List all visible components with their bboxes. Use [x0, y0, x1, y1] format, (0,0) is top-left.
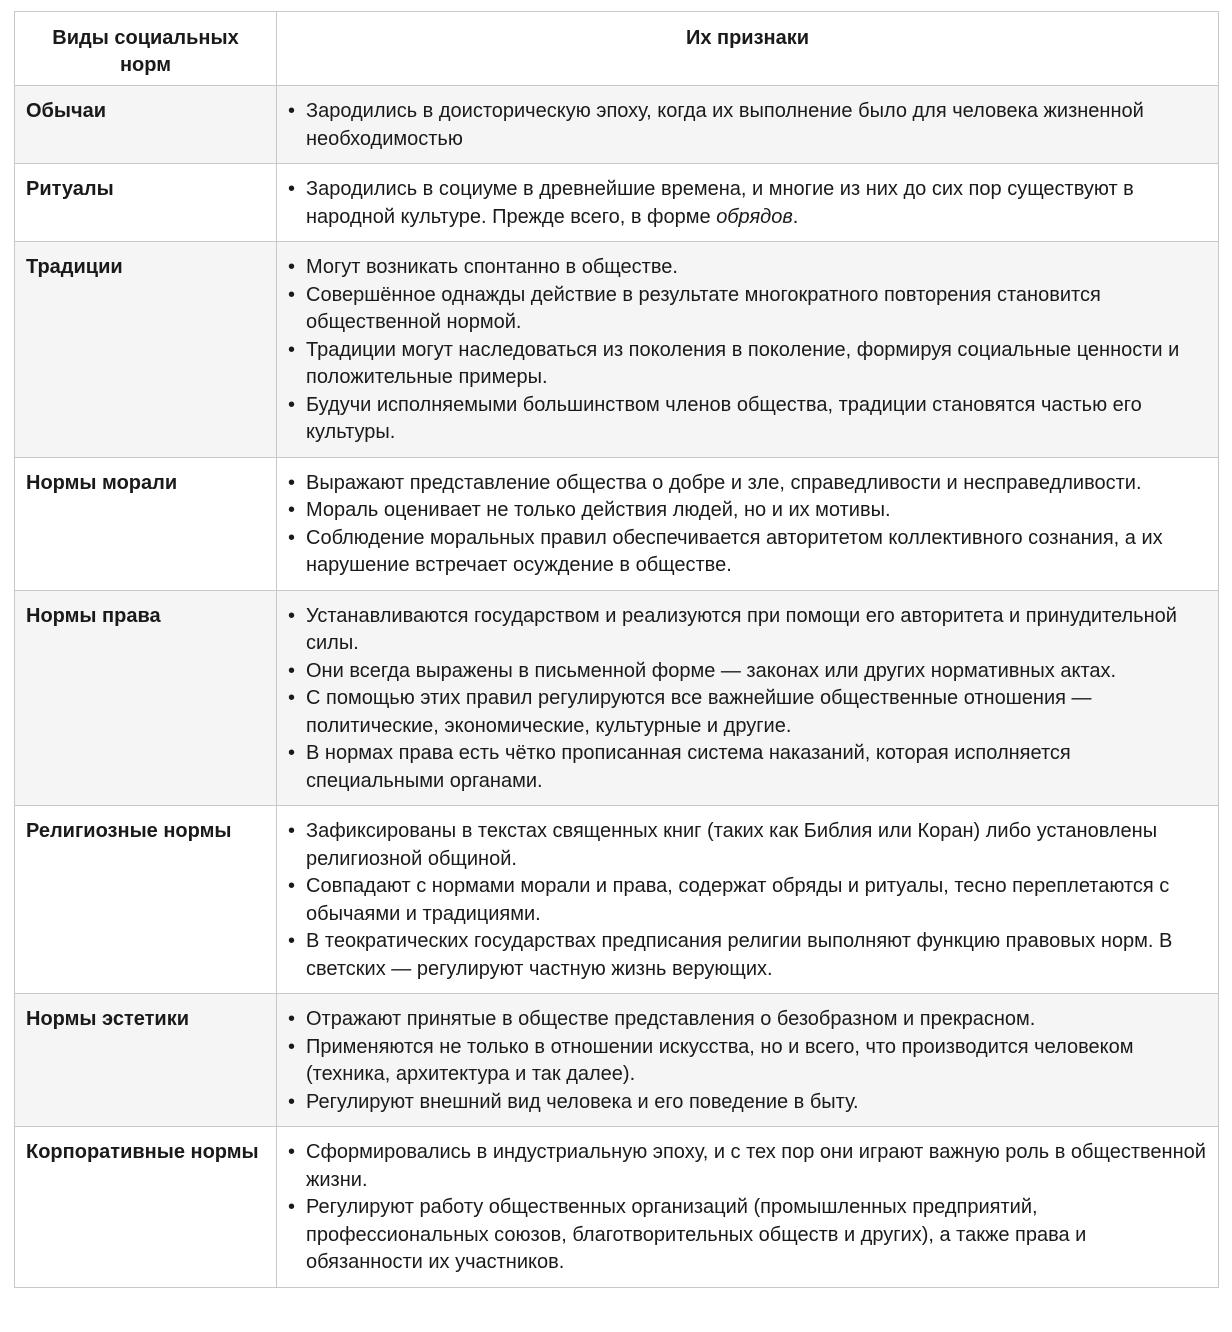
norm-type: Нормы морали — [15, 457, 277, 590]
header-col-type: Виды социальных норм — [15, 12, 277, 86]
feature-item: • Традиции могут наследоваться из поколения в поколение, формируя социальные ценности и положительные примеры. — [287, 337, 1208, 392]
table-header-row — [15, 12, 1219, 86]
norm-features — [277, 994, 1219, 1127]
norm-features — [277, 164, 1219, 242]
table-row-religious — [15, 806, 1219, 994]
feature-list — [287, 1006, 1208, 1116]
feature-item: • В теократических государствах предписания религии выполняют функцию правовых норм. В светских — регулируют частную жизнь верующих. — [287, 928, 1208, 983]
social-norms-table — [14, 11, 1219, 1288]
norm-type: Традиции — [15, 242, 277, 458]
feature-list — [287, 470, 1208, 580]
feature-item: • Соблюдение моральных правил обеспечивается авторитетом коллективного сознания, а их нарушение встречает осуждение в обществе. — [287, 525, 1208, 580]
norm-type: Нормы права — [15, 590, 277, 806]
table-row-rituals — [15, 164, 1219, 242]
feature-item — [287, 176, 1208, 231]
feature-list — [287, 98, 1208, 153]
feature-item: • С помощью этих правил регулируются все важнейшие общественные отношения — политические, экономические, культурные и другие. — [287, 685, 1208, 740]
norm-features — [277, 457, 1219, 590]
norm-type: Религиозные нормы — [15, 806, 277, 994]
feature-item: • Совпадают с нормами морали и права, содержат обряды и ритуалы, тесно переплетаются с обычаями и традициями. — [287, 873, 1208, 928]
table-row-customs — [15, 86, 1219, 164]
header-col-features: Их признаки — [277, 12, 1219, 86]
norm-features — [277, 806, 1219, 994]
feature-item: • Устанавливаются государством и реализуются при помощи его авторитета и принудительной силы. — [287, 603, 1208, 658]
feature-item: • Регулируют работу общественных организаций (промышленных предприятий, профессиональных союзов, благотворительных обществ и других), а также права и обязанности их участников. — [287, 1194, 1208, 1277]
feature-list — [287, 603, 1208, 796]
feature-list — [287, 1139, 1208, 1277]
feature-item: • Зафиксированы в текстах священных книг (таких как Библия или Коран) либо установлены религиозной общиной. — [287, 818, 1208, 873]
norm-type: Обычаи — [15, 86, 277, 164]
feature-item: • Зародились в доисторическую эпоху, когда их выполнение было для человека жизненной необходимостью — [287, 98, 1208, 153]
feature-list — [287, 176, 1208, 231]
norm-features — [277, 242, 1219, 458]
table-row-morals — [15, 457, 1219, 590]
feature-item: • В нормах права есть чётко прописанная система наказаний, которая исполняется специальными органами. — [287, 740, 1208, 795]
norm-features — [277, 1127, 1219, 1288]
feature-item: • Регулируют внешний вид человека и его поведение в быту. — [287, 1089, 1208, 1117]
feature-list — [287, 254, 1208, 447]
feature-list — [287, 818, 1208, 983]
feature-item: • Применяются не только в отношении искусства, но и всего, что производится человеком (техника, архитектура и так далее). — [287, 1034, 1208, 1089]
norm-type: Ритуалы — [15, 164, 277, 242]
table-row-corporate — [15, 1127, 1219, 1288]
feature-item: • Будучи исполняемыми большинством членов общества, традиции становятся частью его культуры. — [287, 392, 1208, 447]
feature-text-end: . — [792, 205, 799, 228]
norm-features — [277, 590, 1219, 806]
feature-item: • Отражают принятые в обществе представления о безобразном и прекрасном. — [287, 1006, 1208, 1034]
norm-type: Нормы эстетики — [15, 994, 277, 1127]
feature-item: • Мораль оценивает не только действия людей, но и их мотивы. — [287, 497, 1208, 525]
feature-item: • Сформировались в индустриальную эпоху, и с тех пор они играют важную роль в общественной жизни. — [287, 1139, 1208, 1194]
table-row-law — [15, 590, 1219, 806]
feature-item: • Выражают представление общества о добре и зле, справедливости и несправедливости. — [287, 470, 1208, 498]
norm-type: Корпоративные нормы — [15, 1127, 277, 1288]
table-row-aesthetics — [15, 994, 1219, 1127]
feature-item: • Совершённое однажды действие в результате многократного повторения становится общественной нормой. — [287, 282, 1208, 337]
feature-text: Зародились в социуме в древнейшие времена, и многие из них до сих пор существуют в народной культуре. Прежде всего, в форме — [306, 178, 1134, 228]
feature-text-italic: обрядов — [716, 205, 793, 228]
norm-features — [277, 86, 1219, 164]
feature-item: • Могут возникать спонтанно в обществе. — [287, 254, 1208, 282]
table-row-traditions — [15, 242, 1219, 458]
feature-item: • Они всегда выражены в письменной форме — законах или других нормативных актах. — [287, 658, 1208, 686]
